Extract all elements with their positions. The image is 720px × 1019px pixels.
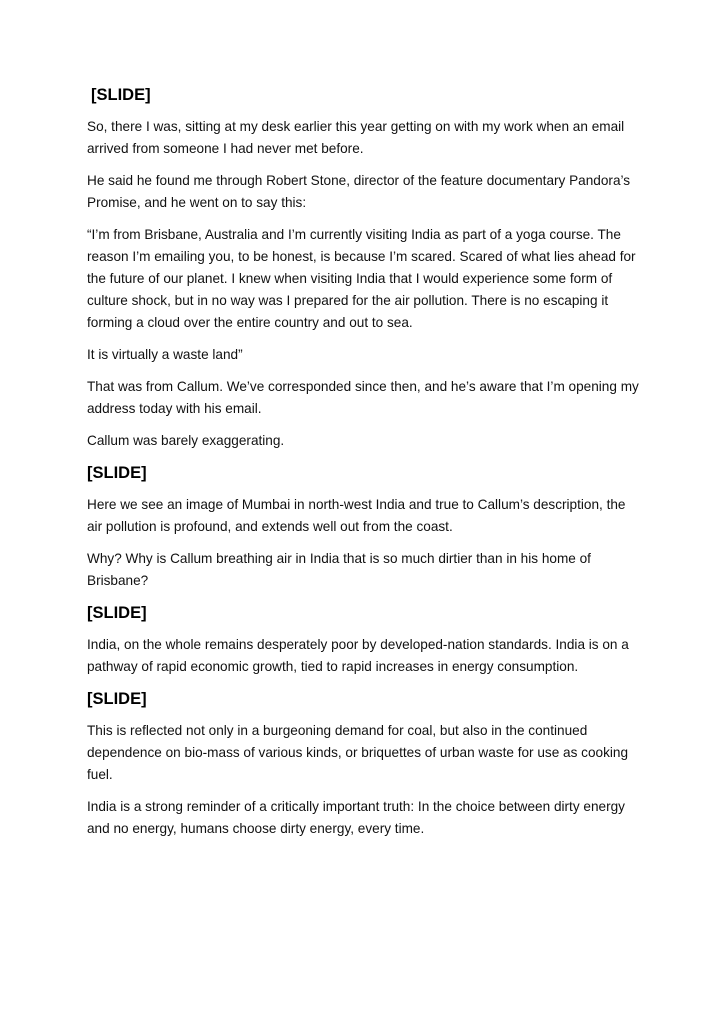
- paragraph: So, there I was, sitting at my desk earlier this year getting on with my work when an email arrived from someone I had never met before.: [87, 119, 625, 156]
- paragraph: He said he found me through Robert Stone, director of the feature documentary Pandora’s Promise, and he went on to say this:: [87, 173, 631, 210]
- paragraph: This is reflected not only in a burgeoning demand for coal, but also in the continued dependence on bio-mass of various kinds, or briquettes of urban waste for use as cooking fuel.: [87, 723, 629, 782]
- slide-heading: [SLIDE]: [87, 690, 147, 708]
- paragraph: “I’m from Brisbane, Australia and I’m currently visiting India as part of a yoga course. The reason I’m emailing you, to be honest, is because I’m scared. Scared of what lies ahead for the future of our planet. I knew when visiting India that I would experience some form of culture shock, but in no way was I prepared for the air pollution. There is no escaping it forming a cloud over the entire country and out to sea.: [87, 227, 636, 330]
- paragraph: Callum was barely exaggerating.: [87, 433, 285, 448]
- slide-heading: [SLIDE]: [87, 464, 147, 482]
- paragraph: Why? Why is Callum breathing air in India that is so much dirtier than in his home of Brisbane?: [87, 551, 591, 588]
- paragraph: Here we see an image of Mumbai in north-west India and true to Callum’s description, the air pollution is profound, and extends well out from the coast.: [87, 497, 626, 534]
- paragraph: India, on the whole remains desperately poor by developed-nation standards. India is on a pathway of rapid economic growth, tied to rapid increases in energy consumption.: [87, 637, 629, 674]
- paragraph: That was from Callum. We’ve corresponded since then, and he’s aware that I’m opening my address today with his email.: [87, 379, 639, 416]
- paragraph: India is a strong reminder of a critically important truth: In the choice between dirty energy and no energy, humans choose dirty energy, every time.: [87, 799, 625, 836]
- slide-heading: [SLIDE]: [91, 86, 151, 104]
- document-body: [87, 84, 643, 850]
- slide-heading: [SLIDE]: [87, 604, 147, 622]
- paragraph: It is virtually a waste land”: [87, 347, 243, 362]
